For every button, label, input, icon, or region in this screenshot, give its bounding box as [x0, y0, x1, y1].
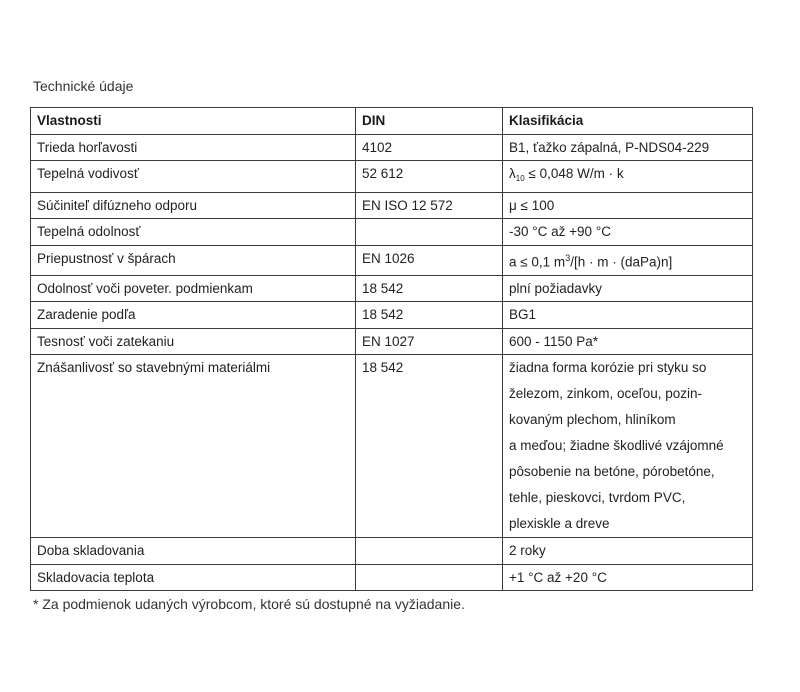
- technical-data-table: [30, 107, 753, 591]
- cell-property: Tesnosť voči zatekaniu: [31, 328, 356, 355]
- cell-classification: +1 °C až +20 °C: [503, 564, 753, 591]
- classification-line: žiadna forma korózie pri styku so: [509, 360, 707, 375]
- cell-din: 18 542: [356, 302, 503, 329]
- cell-property: Priepustnosť v špárach: [31, 245, 356, 275]
- table-row: [31, 538, 753, 565]
- permeability-prefix: a ≤ 0,1 m: [509, 254, 566, 269]
- table-row: [31, 355, 753, 538]
- cell-property: Zaradenie podľa: [31, 302, 356, 329]
- cell-classification: -30 °C až +90 °C: [503, 219, 753, 246]
- cell-property: Doba skladovania: [31, 538, 356, 565]
- cell-property: Trieda horľavosti: [31, 134, 356, 161]
- table-row: [31, 328, 753, 355]
- cell-din: EN 1026: [356, 245, 503, 275]
- table-row: [31, 192, 753, 219]
- header-classification: Klasifikácia: [503, 108, 753, 135]
- lambda-subscript: 10: [515, 174, 525, 183]
- cell-din: 18 542: [356, 275, 503, 302]
- table-row: [31, 302, 753, 329]
- classification-line: železom, zinkom, oceľou, pozin-: [509, 386, 703, 401]
- cell-din: [356, 564, 503, 591]
- cell-classification: B1, ťažko zápalná, P-NDS04-229: [503, 134, 753, 161]
- permeability-unit: /[h · m · (daPa)n]: [570, 254, 673, 269]
- table-row: [31, 161, 753, 193]
- cell-classification: plní požiadavky: [503, 275, 753, 302]
- lambda-symbol: λ: [509, 166, 516, 181]
- cell-din: 18 542: [356, 355, 503, 538]
- cell-classification: [503, 161, 753, 193]
- permeability-superscript: 3: [565, 252, 571, 263]
- cell-property: Skladovacia teplota: [31, 564, 356, 591]
- cell-din: EN ISO 12 572: [356, 192, 503, 219]
- cell-property: Tepelná odolnosť: [31, 219, 356, 246]
- classification-line: a meďou; žiadne škodlivé vzájomné: [509, 438, 724, 453]
- cell-classification: BG1: [503, 302, 753, 329]
- cell-din: EN 1027: [356, 328, 503, 355]
- conductivity-value: ≤ 0,048 W/m · k: [524, 166, 624, 181]
- classification-line: tehle, pieskovci, tvrdom PVC,: [509, 490, 686, 505]
- table-row: [31, 219, 753, 246]
- header-din: DIN: [356, 108, 503, 135]
- cell-property: Znášanlivosť so stavebnými materiálmi: [31, 355, 356, 538]
- cell-din: [356, 219, 503, 246]
- table-row: [31, 564, 753, 591]
- cell-classification: [503, 355, 753, 538]
- header-property: Vlastnosti: [31, 108, 356, 135]
- table-row: [31, 134, 753, 161]
- classification-line: kovaným plechom, hliníkom: [509, 412, 676, 427]
- cell-classification: 600 - 1150 Pa*: [503, 328, 753, 355]
- cell-din: [356, 538, 503, 565]
- classification-line: plexiskle a dreve: [509, 516, 610, 531]
- classification-line: pôsobenie na betóne, pórobetóne,: [509, 464, 715, 479]
- table-row: [31, 245, 753, 275]
- cell-classification: [503, 245, 753, 275]
- section-title: Technické údaje: [33, 78, 134, 94]
- cell-property: Tepelná vodivosť: [31, 161, 356, 193]
- cell-classification: μ ≤ 100: [503, 192, 753, 219]
- cell-din: 4102: [356, 134, 503, 161]
- table-row: [31, 275, 753, 302]
- table-header-row: [31, 108, 753, 135]
- cell-property: Odolnosť voči poveter. podmienkam: [31, 275, 356, 302]
- footnote: * Za podmienok udaných výrobcom, ktoré sú dostupné na vyžiadanie.: [33, 596, 465, 612]
- cell-classification: 2 roky: [503, 538, 753, 565]
- cell-property: Súčiniteľ difúzneho odporu: [31, 192, 356, 219]
- cell-din: 52 612: [356, 161, 503, 193]
